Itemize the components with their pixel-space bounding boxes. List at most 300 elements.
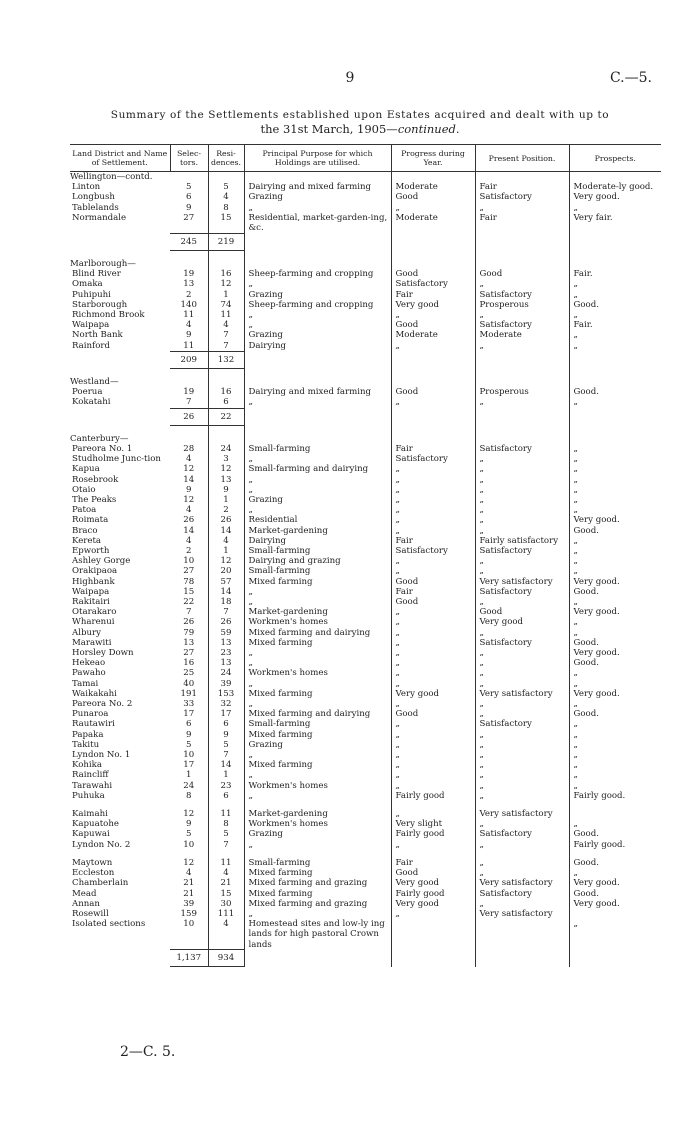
purpose-cell: Grazing xyxy=(244,192,391,202)
selectors-count xyxy=(170,250,208,259)
spacer-row xyxy=(70,368,661,377)
progress-cell: Fair xyxy=(391,444,475,454)
residences-count: 6 xyxy=(208,719,244,729)
position-cell: „ xyxy=(475,505,569,515)
prospects-cell: Good. xyxy=(569,829,661,839)
progress-cell: Good xyxy=(391,868,475,878)
residences-count: 4 xyxy=(208,192,244,202)
progress-cell: Fairly good xyxy=(391,829,475,839)
progress-cell: „ xyxy=(391,699,475,709)
residences-count: 57 xyxy=(208,577,244,587)
table-row xyxy=(70,909,661,919)
position-cell: „ xyxy=(475,668,569,678)
table-row xyxy=(70,858,661,868)
settlement-name: Richmond Brook xyxy=(72,309,145,320)
residences-count: 13 xyxy=(208,658,244,668)
table-row xyxy=(70,919,661,950)
progress-cell xyxy=(391,233,475,250)
settlement-name: Puhuka xyxy=(72,790,105,801)
settlement-name: Kaimahi xyxy=(72,809,108,820)
residences-count: 4 xyxy=(208,868,244,878)
settlement-name: Poerua xyxy=(72,387,103,398)
prospects-cell: „ xyxy=(569,868,661,878)
settlement-name xyxy=(70,408,170,425)
purpose-cell: Dairying and mixed farming xyxy=(244,182,391,192)
purpose-cell: Grazing xyxy=(244,330,391,340)
selectors-count: 6 xyxy=(186,719,192,730)
selectors-count: 12 xyxy=(183,494,195,505)
prospects-cell: Good. xyxy=(569,858,661,868)
table-row xyxy=(70,320,661,330)
progress-cell: „ xyxy=(391,679,475,689)
prospects-cell xyxy=(569,425,661,434)
purpose-cell: Market-gardening xyxy=(244,809,391,819)
table-row xyxy=(70,809,661,819)
progress-cell: Fairly good xyxy=(391,791,475,801)
purpose-cell: „ xyxy=(244,475,391,485)
page-footer: 2—C. 5. xyxy=(120,1044,176,1060)
total-row xyxy=(70,351,661,368)
progress-cell: „ xyxy=(391,740,475,750)
position-cell: Very satisfactory xyxy=(475,909,569,919)
progress-cell: Good xyxy=(391,597,475,607)
prospects-cell xyxy=(569,801,661,809)
selectors-count: 22 xyxy=(183,597,195,608)
progress-cell: „ xyxy=(391,658,475,668)
selectors-count: 78 xyxy=(183,576,195,587)
prospects-cell: „ xyxy=(569,679,661,689)
prospects-cell: „ xyxy=(569,536,661,546)
position-cell: Satisfactory xyxy=(475,444,569,454)
position-cell: „ xyxy=(475,310,569,320)
residences-count: 24 xyxy=(208,668,244,678)
selectors-count: 245 xyxy=(170,233,208,250)
purpose-cell: Grazing xyxy=(244,290,391,300)
prospects-cell: „ xyxy=(569,397,661,408)
progress-cell: „ xyxy=(391,781,475,791)
purpose-cell xyxy=(244,368,391,377)
prospects-cell: Good. xyxy=(569,638,661,648)
table-row xyxy=(70,213,661,233)
total-row xyxy=(70,233,661,250)
selectors-count: 5 xyxy=(186,182,192,193)
position-cell xyxy=(475,172,569,183)
selectors-count xyxy=(170,368,208,377)
selectors-count: 4 xyxy=(186,320,192,331)
purpose-cell xyxy=(244,408,391,425)
table-row xyxy=(70,587,661,597)
table-row xyxy=(70,658,661,668)
settlement-name: Rakitairi xyxy=(72,597,110,608)
table-row xyxy=(70,556,661,566)
prospects-cell xyxy=(569,408,661,425)
selectors-count: 6 xyxy=(186,192,192,203)
settlement-name: Linton xyxy=(72,182,101,193)
prospects-cell: „ xyxy=(569,760,661,770)
title-line-2-text: the 31st March, 1905— xyxy=(260,122,398,136)
selectors-count: 39 xyxy=(183,898,195,909)
selectors-count xyxy=(170,850,208,858)
position-cell xyxy=(475,368,569,377)
table-row xyxy=(70,526,661,536)
position-cell: Prosperous xyxy=(475,387,569,397)
position-cell: Good xyxy=(475,607,569,617)
purpose-cell: Mixed farming xyxy=(244,689,391,699)
progress-cell: „ xyxy=(391,556,475,566)
prospects-cell xyxy=(569,259,661,269)
prospects-cell: Very good. xyxy=(569,607,661,617)
settlement-name: Starborough xyxy=(72,299,128,310)
purpose-cell: „ xyxy=(244,770,391,780)
settlement-name: Pawaho xyxy=(72,668,106,679)
position-cell: „ xyxy=(475,899,569,909)
purpose-cell: „ xyxy=(244,485,391,495)
selectors-count: 26 xyxy=(183,515,195,526)
prospects-cell: „ xyxy=(569,750,661,760)
purpose-cell: Mixed farming xyxy=(244,868,391,878)
residences-count: 9 xyxy=(208,730,244,740)
purpose-cell: „ xyxy=(244,648,391,658)
residences-count: 7 xyxy=(208,330,244,340)
settlement-name: Kereta xyxy=(72,535,102,546)
table-row xyxy=(70,689,661,699)
purpose-cell: Workmen's homes xyxy=(244,668,391,678)
prospects-cell: Very good. xyxy=(569,878,661,888)
prospects-cell: Good. xyxy=(569,889,661,899)
settlement-name: Kohika xyxy=(72,760,102,771)
settlement-name: Punaroa xyxy=(72,709,109,720)
settlement-name xyxy=(70,233,170,250)
settlement-name: Waipapa xyxy=(72,320,110,331)
table-row xyxy=(70,719,661,729)
residences-count: 111 xyxy=(208,909,244,919)
prospects-cell: Good. xyxy=(569,387,661,397)
residences-count: 17 xyxy=(208,709,244,719)
settlement-name: Wharenui xyxy=(72,617,115,628)
residences-count xyxy=(208,172,244,183)
table-row xyxy=(70,269,661,279)
purpose-cell: Dairying and grazing xyxy=(244,556,391,566)
position-cell: „ xyxy=(475,597,569,607)
progress-cell: Very good xyxy=(391,878,475,888)
table-row xyxy=(70,505,661,515)
spacer-row xyxy=(70,850,661,858)
position-cell: „ xyxy=(475,760,569,770)
prospects-cell: Moderate-ly good. xyxy=(569,182,661,192)
settlements-table xyxy=(70,144,661,967)
selectors-count xyxy=(170,172,208,183)
prospects-cell: „ xyxy=(569,597,661,607)
prospects-cell: Good. xyxy=(569,709,661,719)
position-cell: „ xyxy=(475,203,569,213)
prospects-cell xyxy=(569,233,661,250)
settlement-name: Marlborough— xyxy=(70,258,136,269)
residences-count: 39 xyxy=(208,679,244,689)
progress-cell: „ xyxy=(391,515,475,525)
selectors-count: 1,137 xyxy=(170,950,208,967)
table-row xyxy=(70,475,661,485)
progress-cell: Very slight xyxy=(391,819,475,829)
progress-cell: „ xyxy=(391,485,475,495)
selectors-count: 27 xyxy=(183,212,195,223)
selectors-count: 19 xyxy=(183,387,195,398)
position-cell: Good xyxy=(475,269,569,279)
selectors-count xyxy=(170,801,208,809)
position-cell: „ xyxy=(475,648,569,658)
residences-count: 32 xyxy=(208,699,244,709)
purpose-cell: Homestead sites and low-ly ing lands for high pastoral Crown lands xyxy=(244,919,391,950)
selectors-count xyxy=(170,425,208,434)
prospects-cell xyxy=(569,172,661,183)
table-row xyxy=(70,495,661,505)
residences-count: 15 xyxy=(208,213,244,233)
position-cell: „ xyxy=(475,858,569,868)
header-settlement: Land District and Name of Settlement. xyxy=(70,145,170,172)
selectors-count: 11 xyxy=(183,340,195,351)
prospects-cell: Fairly good. xyxy=(569,840,661,850)
selectors-count: 28 xyxy=(183,443,195,454)
position-cell xyxy=(475,801,569,809)
progress-cell: „ xyxy=(391,770,475,780)
progress-cell: „ xyxy=(391,397,475,408)
selectors-count: 15 xyxy=(183,586,195,597)
settlement-name: North Bank xyxy=(72,330,123,341)
residences-count: 2 xyxy=(208,505,244,515)
position-cell xyxy=(475,250,569,259)
residences-count: 30 xyxy=(208,899,244,909)
purpose-cell: Small-farming xyxy=(244,444,391,454)
progress-cell: Good xyxy=(391,192,475,202)
settlement-name: Hekeao xyxy=(72,658,106,669)
position-cell xyxy=(475,850,569,858)
header-progress: Progress during Year. xyxy=(391,145,475,172)
settlement-name: Wellington—contd. xyxy=(70,172,153,182)
selectors-count: 9 xyxy=(186,819,192,830)
purpose-cell: Residential xyxy=(244,515,391,525)
table-row xyxy=(70,679,661,689)
prospects-cell xyxy=(569,809,661,819)
position-cell: Very good xyxy=(475,617,569,627)
purpose-cell xyxy=(244,259,391,269)
residences-count: 6 xyxy=(208,397,244,408)
table-row xyxy=(70,444,661,454)
position-cell: „ xyxy=(475,791,569,801)
prospects-cell: „ xyxy=(569,546,661,556)
settlement-name: The Peaks xyxy=(72,494,117,505)
progress-cell: „ xyxy=(391,760,475,770)
residences-count: 16 xyxy=(208,387,244,397)
selectors-count: 12 xyxy=(183,809,195,820)
position-cell: Satisfactory xyxy=(475,192,569,202)
settlement-name: Highbank xyxy=(72,576,115,587)
selectors-count: 40 xyxy=(183,678,195,689)
settlement-name xyxy=(70,368,170,377)
position-cell: Moderate xyxy=(475,330,569,340)
residences-count: 14 xyxy=(208,587,244,597)
selectors-count: 26 xyxy=(183,617,195,628)
purpose-cell: „ xyxy=(244,909,391,919)
district-heading-row xyxy=(70,434,661,444)
residences-count: 153 xyxy=(208,689,244,699)
progress-cell: „ xyxy=(391,909,475,919)
position-cell xyxy=(475,259,569,269)
position-cell xyxy=(475,425,569,434)
position-cell: „ xyxy=(475,454,569,464)
progress-cell: Moderate xyxy=(391,330,475,340)
position-cell: „ xyxy=(475,495,569,505)
settlement-name: Rosewill xyxy=(72,908,109,919)
total-row xyxy=(70,408,661,425)
table-row xyxy=(70,878,661,888)
table-row xyxy=(70,536,661,546)
settlement-name: Chamberlain xyxy=(72,878,129,889)
purpose-cell xyxy=(244,801,391,809)
purpose-cell: Small-farming xyxy=(244,858,391,868)
purpose-cell: „ xyxy=(244,791,391,801)
residences-count xyxy=(208,259,244,269)
selectors-count: 21 xyxy=(183,878,195,889)
selectors-count xyxy=(170,377,208,387)
table-body xyxy=(70,172,661,967)
purpose-cell: „ xyxy=(244,587,391,597)
purpose-cell: Dairying xyxy=(244,341,391,352)
purpose-cell: Grazing xyxy=(244,740,391,750)
settlement-name: Westland— xyxy=(70,376,119,387)
selectors-count: 10 xyxy=(183,556,195,567)
selectors-count: 11 xyxy=(183,309,195,320)
purpose-cell: Market-gardening xyxy=(244,526,391,536)
table-row xyxy=(70,868,661,878)
settlement-name: Horsley Down xyxy=(72,648,134,659)
selectors-count: 4 xyxy=(186,454,192,465)
purpose-cell: Sheep-farming and cropping xyxy=(244,269,391,279)
position-cell: „ xyxy=(475,868,569,878)
table-row xyxy=(70,597,661,607)
prospects-cell: Very good. xyxy=(569,648,661,658)
residences-count: 8 xyxy=(208,819,244,829)
prospects-cell: Fair. xyxy=(569,269,661,279)
purpose-cell: „ xyxy=(244,658,391,668)
residences-count: 18 xyxy=(208,597,244,607)
progress-cell xyxy=(391,919,475,950)
residences-count: 4 xyxy=(208,320,244,330)
progress-cell xyxy=(391,434,475,444)
district-heading-row xyxy=(70,172,661,183)
position-cell: Satisfactory xyxy=(475,719,569,729)
table-row xyxy=(70,730,661,740)
purpose-cell xyxy=(244,377,391,387)
residences-count: 59 xyxy=(208,628,244,638)
table-row xyxy=(70,638,661,648)
position-cell: „ xyxy=(475,658,569,668)
residences-count: 23 xyxy=(208,781,244,791)
settlement-name: Otaio xyxy=(72,484,96,495)
settlement-name: Longbush xyxy=(72,192,115,203)
progress-cell: „ xyxy=(391,750,475,760)
table-row xyxy=(70,387,661,397)
residences-count: 21 xyxy=(208,878,244,888)
position-cell: Very satisfactory xyxy=(475,689,569,699)
position-cell: „ xyxy=(475,628,569,638)
header-prospects: Prospects. xyxy=(569,145,661,172)
table-row xyxy=(70,546,661,556)
residences-count: 219 xyxy=(208,233,244,250)
table-row xyxy=(70,770,661,780)
position-cell: „ xyxy=(475,515,569,525)
position-cell: Satisfactory xyxy=(475,889,569,899)
prospects-cell: „ xyxy=(569,464,661,474)
selectors-count: 7 xyxy=(186,397,192,408)
progress-cell: „ xyxy=(391,730,475,740)
purpose-cell: Small-farming xyxy=(244,566,391,576)
selectors-count: 191 xyxy=(180,688,197,699)
purpose-cell: Market-gardening xyxy=(244,607,391,617)
purpose-cell: „ xyxy=(244,310,391,320)
prospects-cell: „ xyxy=(569,719,661,729)
residences-count xyxy=(208,434,244,444)
district-heading-row xyxy=(70,377,661,387)
position-cell: Very satisfactory xyxy=(475,878,569,888)
total-row xyxy=(70,950,661,967)
progress-cell: Very good xyxy=(391,899,475,909)
selectors-count xyxy=(170,259,208,269)
position-cell: „ xyxy=(475,279,569,289)
table-row xyxy=(70,829,661,839)
selectors-count: 9 xyxy=(186,202,192,213)
prospects-cell: Good. xyxy=(569,658,661,668)
settlement-name: Tablelands xyxy=(72,202,119,213)
prospects-cell: Very good. xyxy=(569,577,661,587)
table-row xyxy=(70,290,661,300)
purpose-cell: Workmen's homes xyxy=(244,819,391,829)
table-row xyxy=(70,485,661,495)
progress-cell: „ xyxy=(391,505,475,515)
spacer-row xyxy=(70,801,661,809)
prospects-cell: „ xyxy=(569,556,661,566)
position-cell xyxy=(475,233,569,250)
prospects-cell xyxy=(569,850,661,858)
purpose-cell xyxy=(244,950,391,967)
position-cell xyxy=(475,919,569,950)
purpose-cell xyxy=(244,351,391,368)
progress-cell: Satisfactory xyxy=(391,454,475,464)
selectors-count: 140 xyxy=(180,299,197,310)
selectors-count: 26 xyxy=(170,408,208,425)
selectors-count: 7 xyxy=(186,607,192,618)
settlement-name: Canterbury— xyxy=(70,433,129,444)
district-heading-row xyxy=(70,259,661,269)
settlement-name: Kokatahi xyxy=(72,397,111,408)
residences-count: 934 xyxy=(208,950,244,967)
prospects-cell: „ xyxy=(569,566,661,576)
selectors-count: 16 xyxy=(183,658,195,669)
settlement-name: Blind River xyxy=(72,269,121,280)
progress-cell: Fair xyxy=(391,587,475,597)
purpose-cell: Mixed farming xyxy=(244,730,391,740)
selectors-count: 9 xyxy=(186,729,192,740)
purpose-cell: „ xyxy=(244,320,391,330)
purpose-cell: „ xyxy=(244,679,391,689)
table-row xyxy=(70,515,661,525)
progress-cell xyxy=(391,425,475,434)
position-cell: „ xyxy=(475,341,569,352)
table-row xyxy=(70,750,661,760)
progress-cell: „ xyxy=(391,719,475,729)
prospects-cell: „ xyxy=(569,485,661,495)
residences-count: 5 xyxy=(208,182,244,192)
residences-count: 6 xyxy=(208,791,244,801)
progress-cell: Good xyxy=(391,577,475,587)
